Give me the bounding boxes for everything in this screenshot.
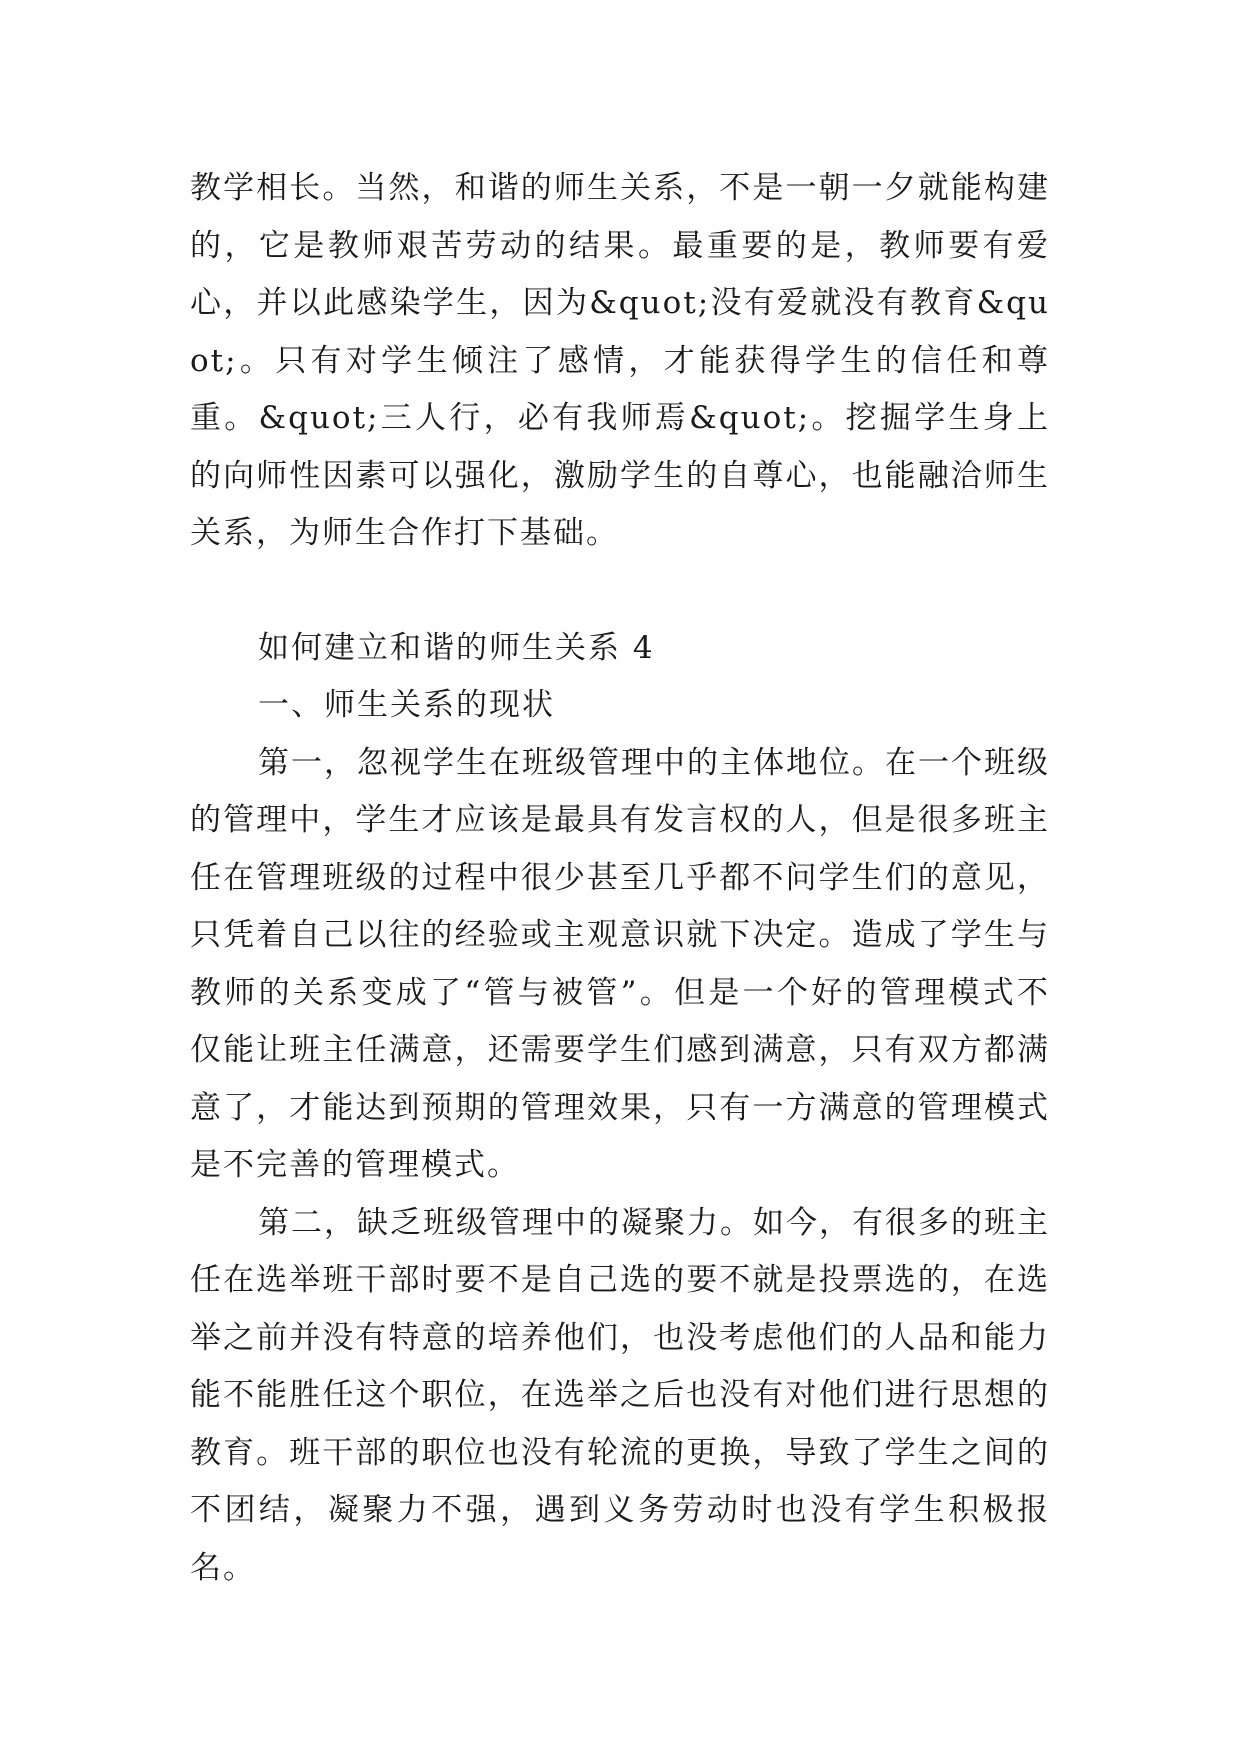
body-paragraph-1: 第一，忽视学生在班级管理中的主体地位。在一个班级的管理中，学生才应该是最具有发言权的人，但是很多班主任在管理班级的过程中很少甚至几乎都不问学生们的意见，只凭着自己以往的经验或主观意识就下决定。造成了学生与教师的关系变成了“管与被管”。但是一个好的管理模式不仅能让班主任满意，还需要学生们感到满意，只有双方都满意了，才能达到预期的管理效果，只有一方满意的管理模式是不完善的管理模式。 — [190, 744, 1050, 1183]
section-spacer — [190, 563, 1050, 620]
section-title: 如何建立和谐的师生关系 4 — [258, 629, 655, 666]
continuation-paragraph: 教学相长。当然，和谐的师生关系，不是一朝一夕就能构建的，它是教师艰苦劳动的结果。最重要的是，教师要有爱心，并以此感染学生，因为&quot;没有爱就没有教育&quot;。只有对学生倾注了感情，才能获得学生的信任和尊重。&quot;三人行，必有我师焉&quot;。挖掘学生身上的向师性因素可以强化，激励学生的自尊心，也能融洽师生关系，为师生合作打下基础。 — [190, 170, 1050, 551]
subsection-title: 一、师生关系的现状 — [258, 687, 555, 723]
body-paragraph-2: 第二，缺乏班级管理中的凝聚力。如今，有很多的班主任在选举班干部时要不是自己选的要不就是投票选的，在选举之前并没有特意的培养他们，也没考虑他们的人品和能力能不能胜任这个职位，在选举之后也没有对他们进行思想的教育。班干部的职位也没有轮流的更换，导致了学生之间的不团结，凝聚力不强，遇到义务劳动时也没有学生积极报名。 — [190, 1204, 1050, 1586]
document-body — [190, 160, 1050, 1597]
